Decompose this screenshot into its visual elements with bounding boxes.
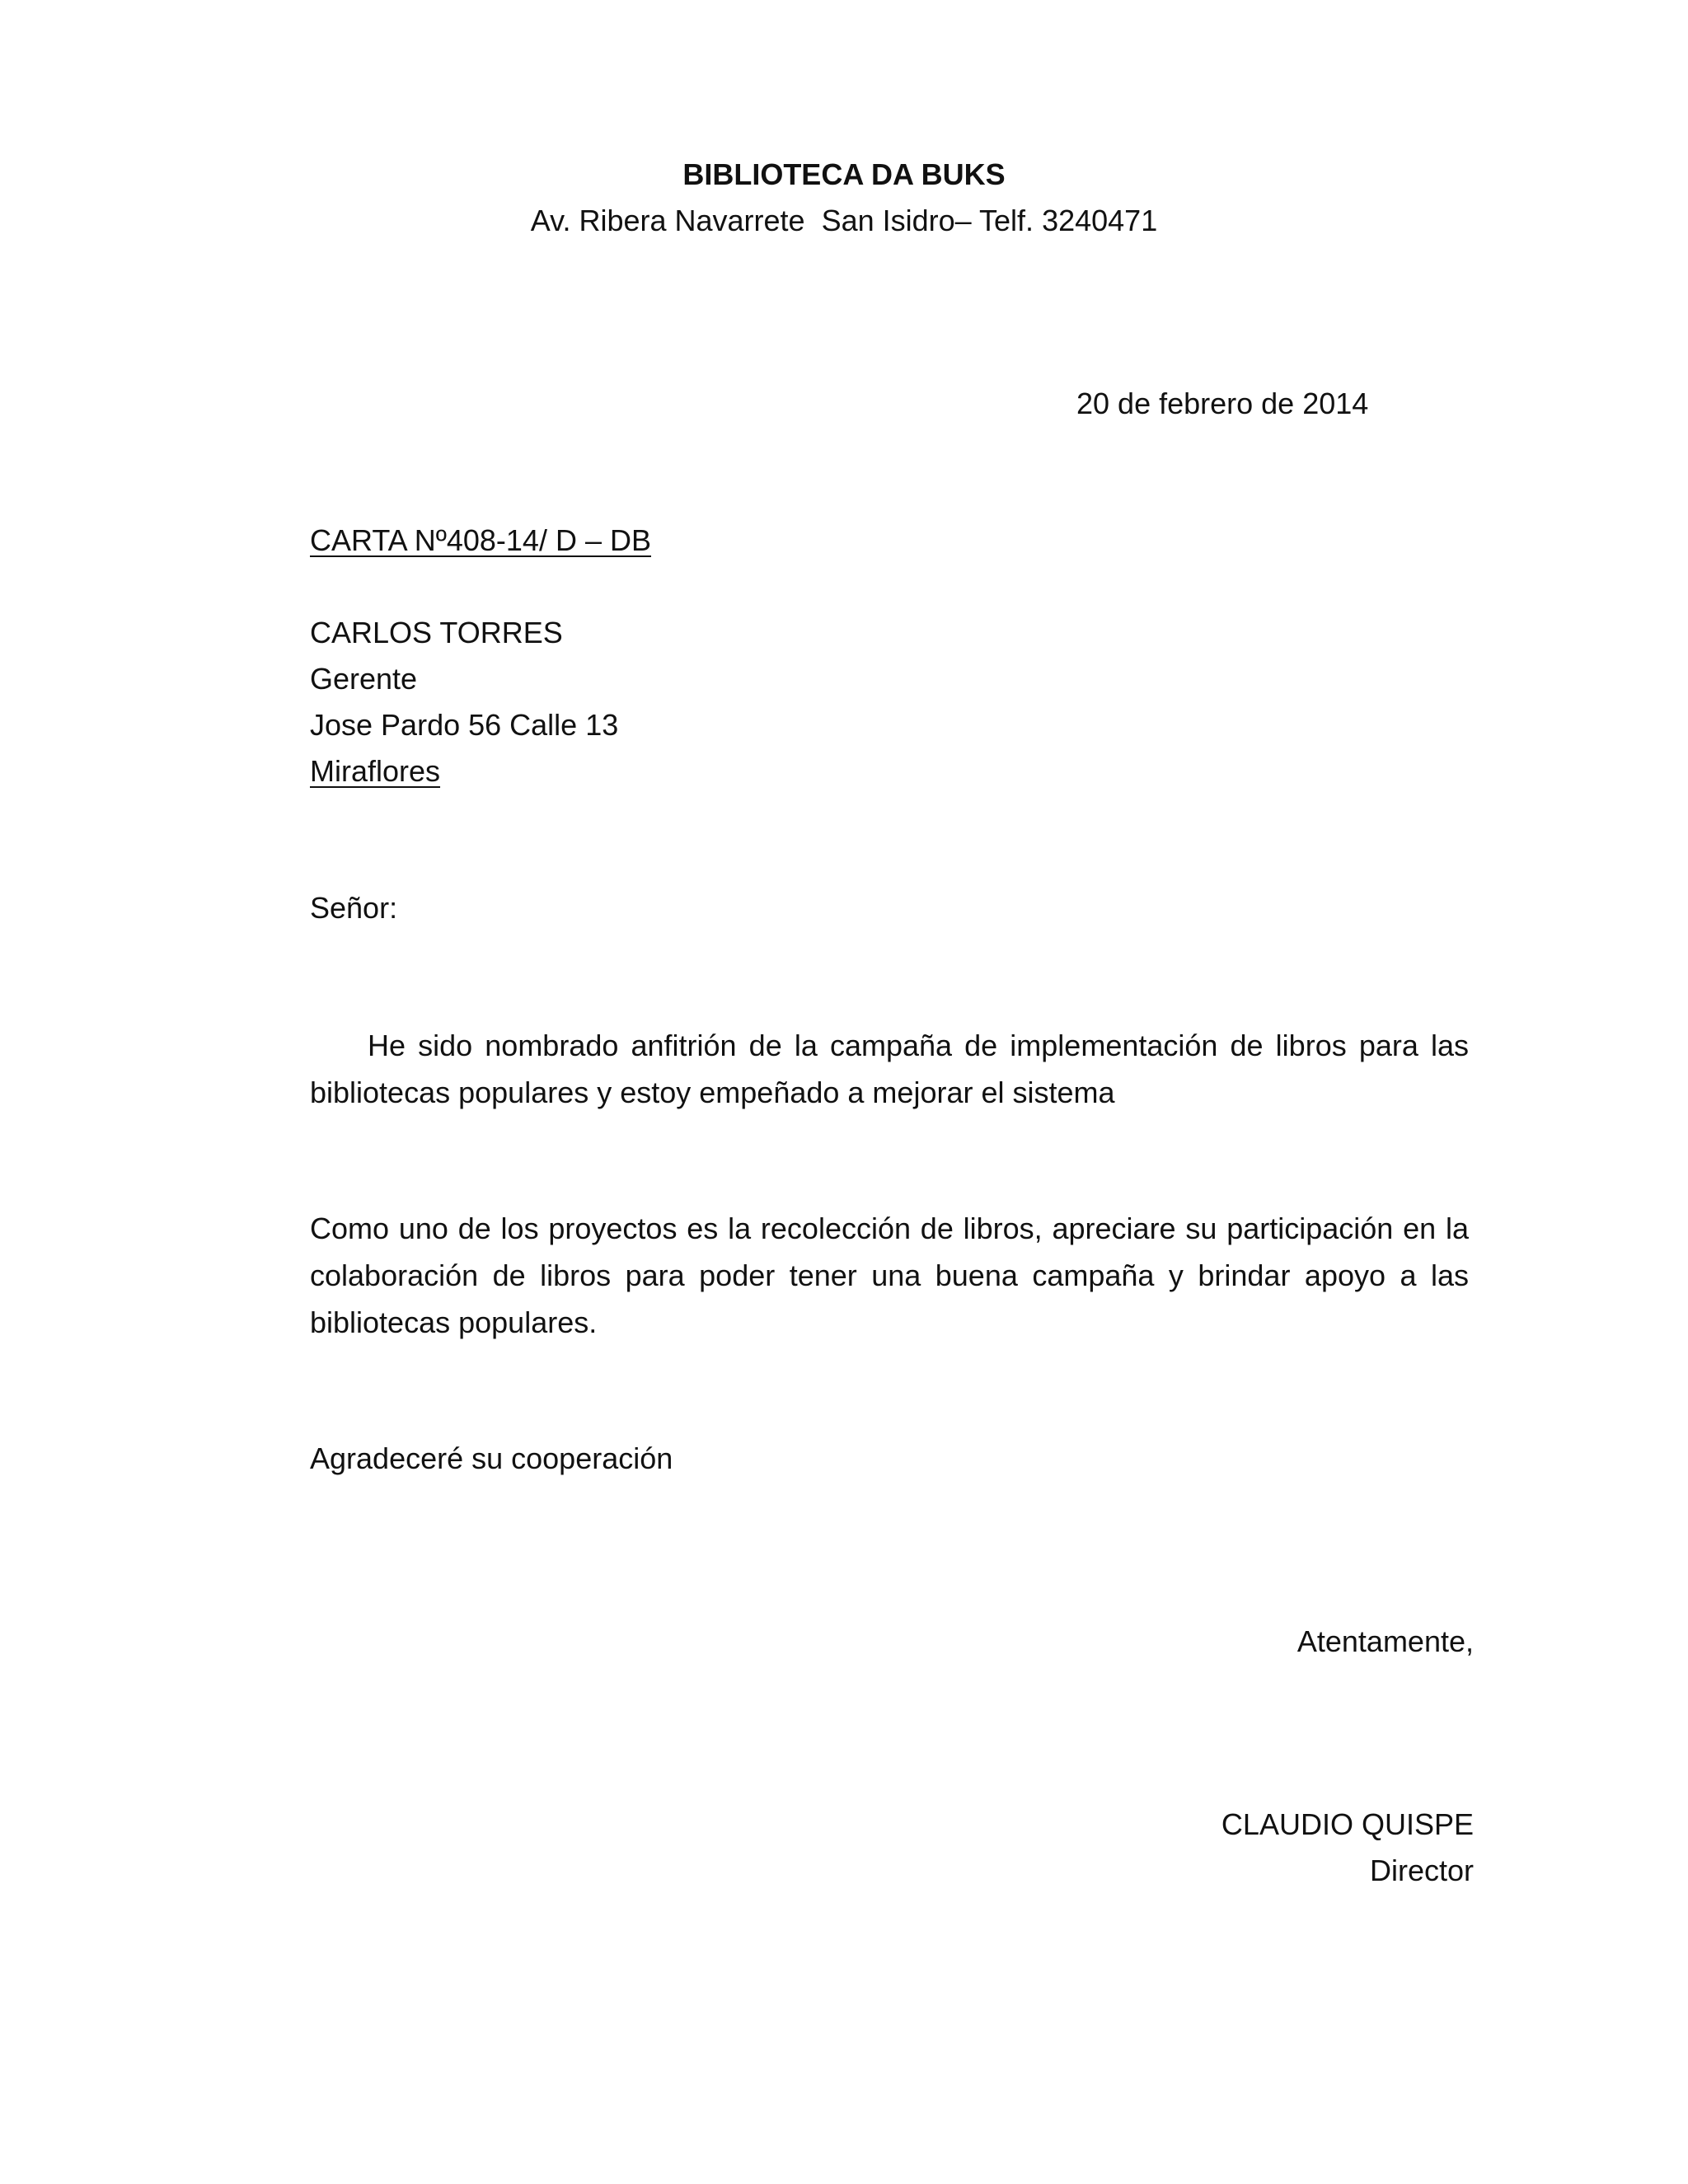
letter-reference: CARTA Nº408-14/ D – DB [310, 523, 651, 557]
thanks-line: Agradeceré su cooperación [310, 1441, 673, 1475]
recipient-street: Jose Pardo 56 Calle 13 [310, 708, 619, 742]
body-paragraph-1: He sido nombrado anfitrión de la campaña de implementación de libros para las bibliotecas populares y estoy empeñado a mejorar el sistema [310, 1029, 1469, 1109]
signature-name: CLAUDIO QUISPE [1221, 1807, 1474, 1841]
recipient-name: CARLOS TORRES [310, 616, 563, 649]
closing-line: Atentamente, [1296, 1624, 1474, 1658]
letter-date: 20 de febrero de 2014 [1076, 387, 1369, 420]
signature-title: Director [1369, 1854, 1474, 1887]
body-paragraph-2: Como uno de los proyectos es la recolección de libros, apreciare su participación en la colaboración de libros para poder tener una buena campaña y brindar apoyo a las bibliotecas populares. [310, 1212, 1469, 1339]
salutation: Señor: [310, 891, 398, 925]
recipient-district: Miraflores [310, 754, 441, 788]
recipient-title: Gerente [310, 662, 418, 696]
letterhead-org-name: BIBLIOTECA DA BUKS [682, 157, 1006, 191]
letterhead-address: Av. Ribera Navarrete San Isidro– Telf. 3240471 [530, 204, 1158, 237]
